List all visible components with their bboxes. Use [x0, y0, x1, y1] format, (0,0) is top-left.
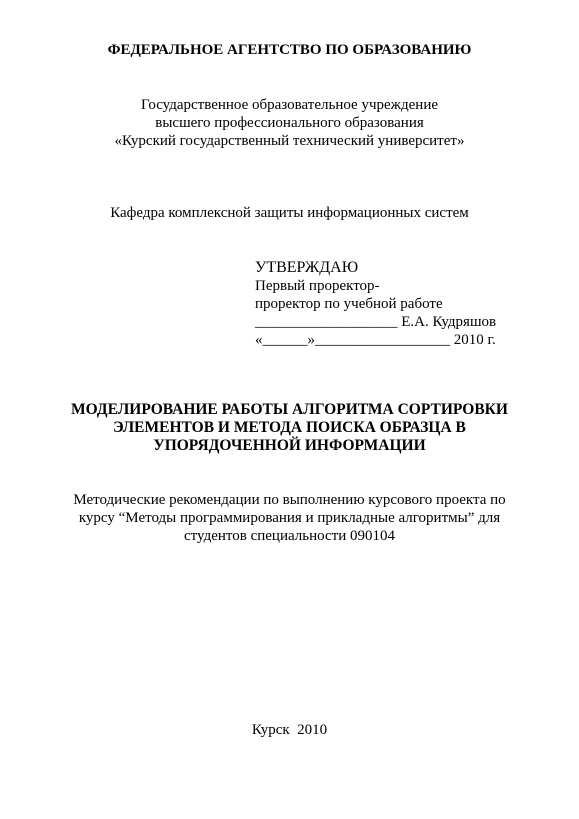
document-title-line-1: МОДЕЛИРОВАНИЕ РАБОТЫ АЛГОРИТМА СОРТИРОВКИ	[71, 401, 508, 418]
recommendations-line-2: курсу “Методы программирования и прикладные алгоритмы” для	[78, 510, 501, 526]
approval-block	[255, 259, 496, 349]
approval-date-line: «______»__________________ 2010 г.	[255, 332, 496, 348]
approval-position-2: проректор по учебной работе	[255, 296, 443, 312]
recommendations-line-3: студентов специальности 090104	[184, 528, 395, 544]
approval-signature-line: ___________________ Е.А. Кудряшов	[255, 314, 497, 330]
institution-line-2: высшего профессионального образования	[155, 115, 424, 131]
place-year: Курск 2010	[251, 722, 328, 738]
document-title-line-3: УПОРЯДОЧЕННОЙ ИНФОРМАЦИИ	[153, 437, 426, 454]
document-title-line-2: ЭЛЕМЕНТОВ И МЕТОДА ПОИСКА ОБРАЗЦА В	[113, 419, 466, 436]
approval-position-1: Первый проректор-	[255, 278, 380, 294]
institution-line-1: Государственное образовательное учреждение	[140, 97, 439, 113]
recommendations-line-1: Методические рекомендации по выполнению курсового проекта по	[73, 492, 506, 508]
approval-heading: УТВЕРЖДАЮ	[255, 259, 359, 276]
institution-line-3: «Курский государственный технический университет»	[114, 133, 465, 149]
agency-heading: ФЕДЕРАЛЬНОЕ АГЕНТСТВО ПО ОБРАЗОВАНИЮ	[107, 42, 472, 58]
department-line: Кафедра комплексной защиты информационных систем	[110, 205, 469, 221]
